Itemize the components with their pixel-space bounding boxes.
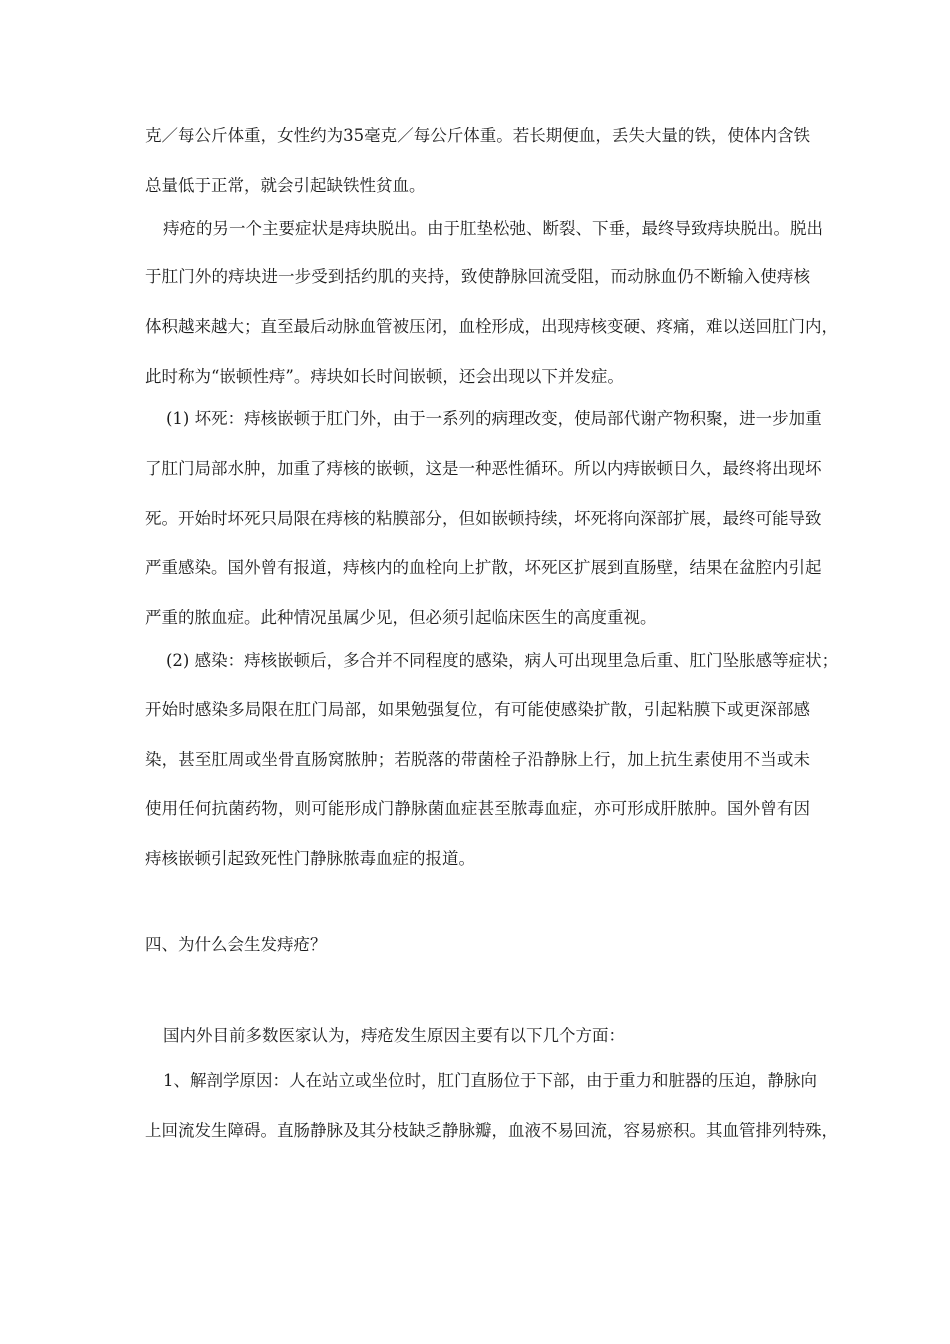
text-line: 克／每公斤体重，女性约为35毫克／每公斤体重。若长期便血，丢失大量的铁，使体内含铁	[145, 126, 810, 145]
paragraph-start-line: 国内外目前多数医家认为，痔疮发生原因主要有以下几个方面：	[163, 1026, 625, 1045]
text-line: 了肛门局部水肿，加重了痔核的嵌顿，这是一种恶性循环。所以内痔嵌顿日久，最终将出现坏	[145, 459, 822, 478]
text-line: 开始时感染多局限在肛门局部，如果勉强复位，有可能使感染扩散，引起粘膜下或更深部感	[145, 700, 810, 719]
text-line: 此时称为“嵌顿性痔”。痔块如长时间嵌顿，还会出现以下并发症。	[145, 367, 624, 386]
text-line: 总量低于正常，就会引起缺铁性贫血。	[145, 176, 426, 195]
paragraph-start-line: (1) 坏死：痔核嵌顿于肛门外，由于一系列的病理改变，使局部代谢产物积聚，进一步加重	[166, 409, 822, 428]
paragraph-start-line: 1、解剖学原因：人在站立或坐位时，肛门直肠位于下部，由于重力和脏器的压迫，静脉向	[163, 1071, 817, 1090]
text-line: 死。开始时坏死只局限在痔核的粘膜部分，但如嵌顿持续，坏死将向深部扩展，最终可能导致	[145, 509, 822, 528]
text-line: 于肛门外的痔块进一步受到括约肌的夹持，致使静脉回流受阻，而动脉血仍不断输入使痔核	[145, 267, 810, 286]
text-line: 痔核嵌顿引起致死性门静脉脓毒血症的报道。	[145, 849, 475, 868]
text-line: 体积越来越大；直至最后动脉血管被压闭，血栓形成，出现痔核变硬、疼痛，难以送回肛门内，	[145, 317, 838, 336]
text-line: 使用任何抗菌药物，则可能形成门静脉菌血症甚至脓毒血症，亦可形成肝脓肿。国外曾有因	[145, 799, 810, 818]
text-line: 染，甚至肛周或坐骨直肠窝脓肿；若脱落的带菌栓子沿静脉上行，加上抗生素使用不当或未	[145, 750, 810, 769]
paragraph-start-line: 痔疮的另一个主要症状是痔块脱出。由于肛垫松弛、断裂、下垂，最终导致痔块脱出。脱出	[163, 219, 823, 238]
paragraph-start-line: (2) 感染：痔核嵌顿后，多合并不同程度的感染，病人可出现里急后重、肛门坠胀感等症状；	[166, 651, 839, 670]
text-line: 严重感染。国外曾有报道，痔核内的血栓向上扩散，坏死区扩展到直肠壁，结果在盆腔内引起	[145, 558, 822, 577]
section-heading: 四、为什么会生发痔疮？	[145, 935, 327, 954]
text-line: 严重的脓血症。此种情况虽属少见，但必须引起临床医生的高度重视。	[145, 608, 657, 627]
text-line: 上回流发生障碍。直肠静脉及其分枝缺乏静脉瓣，血液不易回流，容易瘀积。其血管排列特殊，	[145, 1121, 838, 1140]
